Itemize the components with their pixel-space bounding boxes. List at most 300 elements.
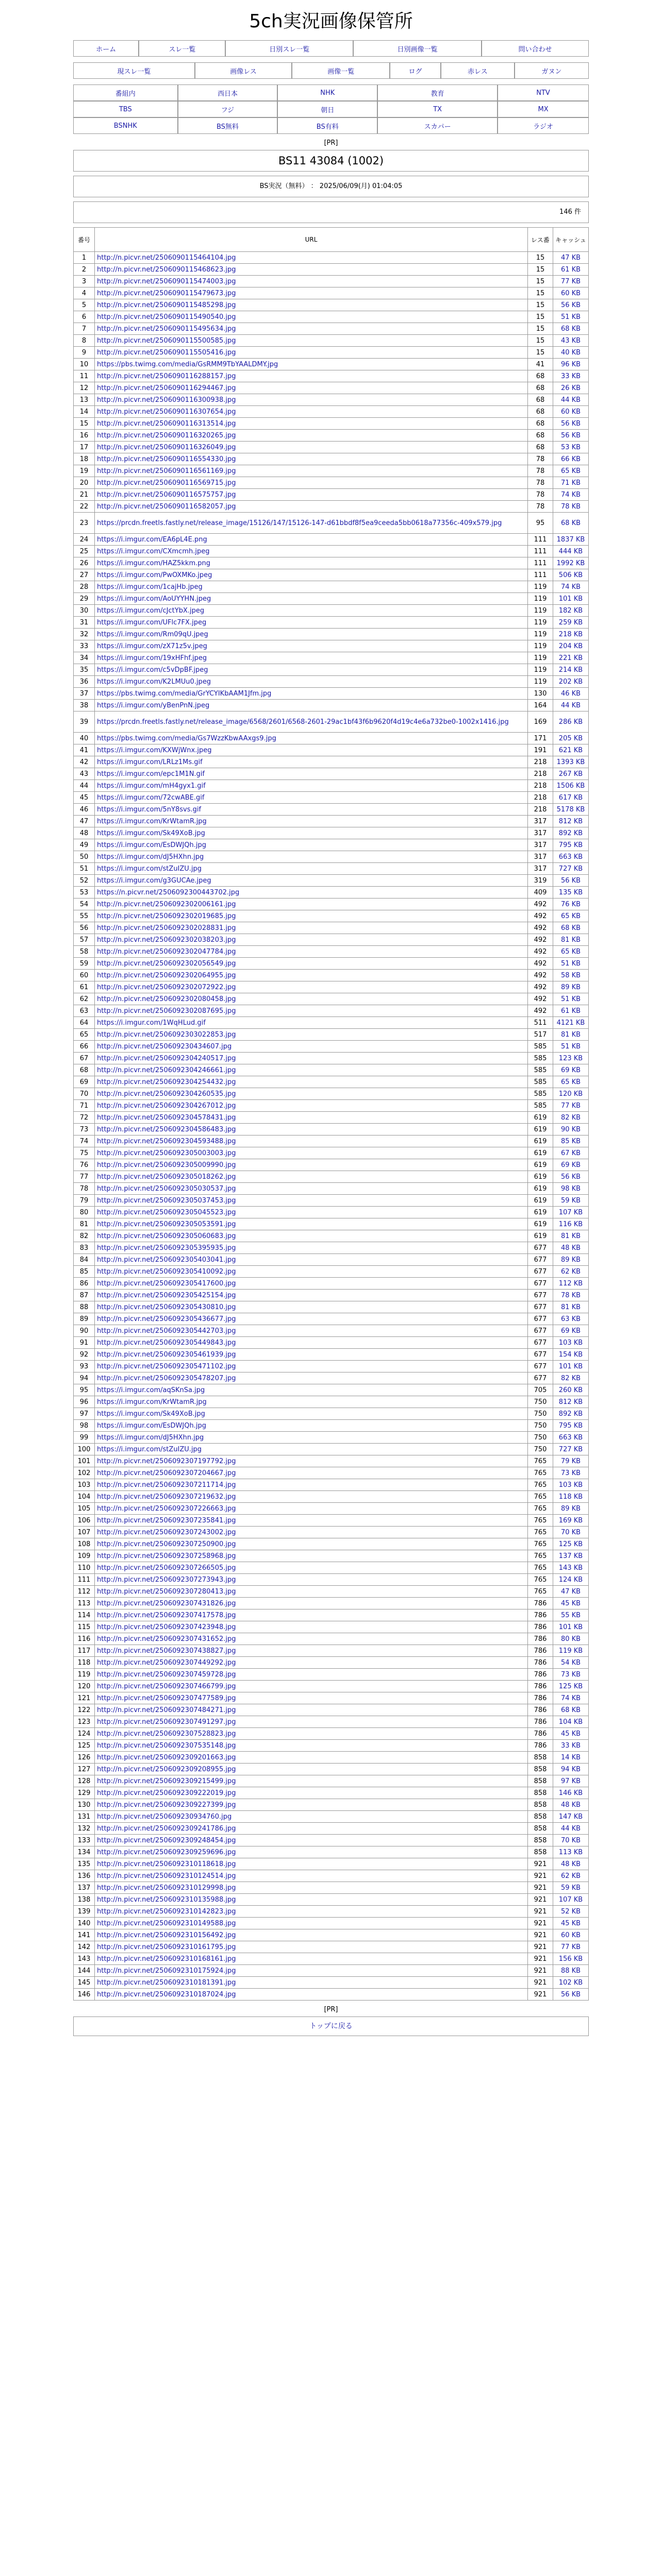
image-url-link[interactable]: http://n.picvr.net/25060923101245​14.jpg [97, 1872, 236, 1880]
image-url-link[interactable]: http://n.picvr.net/25060923101813​91.jpg [97, 1978, 236, 1987]
cache-link[interactable]: 663 KB [558, 1433, 583, 1442]
image-url-link[interactable]: http://n.picvr.net/25060923092596​96.jpg [97, 1848, 236, 1856]
cache-link[interactable]: 63 KB [560, 1315, 581, 1323]
cache-link[interactable]: 56 KB [560, 431, 581, 439]
image-url-link[interactable]: https://i.imgur.com/PwOXMKo.jpeg [97, 571, 212, 579]
image-url-link[interactable]: http://n.picvr.net/25060923101759​24.jpg [97, 1967, 236, 1975]
cache-link[interactable]: 47 KB [560, 1587, 581, 1596]
cache-link[interactable]: 78 KB [560, 502, 581, 511]
cache-link[interactable]: 77 KB [560, 1943, 581, 1951]
image-url-link[interactable]: https://i.imgur.com/dJ5HXhn.jpg [97, 1433, 204, 1442]
cache-link[interactable]: 74 KB [560, 1694, 581, 1702]
cache-link[interactable]: 98 KB [560, 1184, 581, 1193]
cache-link[interactable]: 104 KB [558, 1718, 583, 1726]
cache-link[interactable]: 68 KB [560, 519, 581, 527]
cache-link[interactable]: 52 KB [560, 1907, 581, 1916]
image-url-link[interactable]: http://n.picvr.net/25060923072430​02.jpg [97, 1528, 236, 1536]
cache-link[interactable]: 47 KB [560, 253, 581, 262]
cache-link[interactable]: 118 KB [558, 1493, 583, 1501]
cache-link[interactable]: 73 KB [560, 1469, 581, 1477]
cache-link[interactable]: 68 KB [560, 924, 581, 932]
cache-link[interactable]: 81 KB [560, 936, 581, 944]
image-url-link[interactable]: https://i.imgur.com/g3GUCAe.jpeg [97, 876, 211, 885]
image-url-link[interactable]: http://n.picvr.net/25060923072804​13.jpg [97, 1587, 236, 1596]
cache-link[interactable]: 71 KB [560, 479, 581, 487]
image-url-link[interactable]: https://i.imgur.com/5nY8svs.gif [97, 805, 202, 814]
image-url-link[interactable]: https://pbs.twimg.com/media/Gs7WzzKbwAAxgs9.jpg [97, 734, 276, 742]
nav-main-link[interactable]: 日別画像一覧 [397, 45, 438, 54]
cache-link[interactable]: 60 KB [560, 408, 581, 416]
image-url-link[interactable]: http://n.picvr.net/25060923072266​63.jpg [97, 1504, 236, 1513]
cache-link[interactable]: 26 KB [560, 384, 581, 392]
nav-channel-link[interactable]: NTV [536, 89, 550, 97]
cache-link[interactable]: 123 KB [558, 1054, 583, 1062]
image-url-link[interactable]: http://n.picvr.net/25060923092417​86.jpg [97, 1824, 236, 1833]
cache-link[interactable]: 1992 KB [556, 559, 585, 567]
image-url-link[interactable]: http://n.picvr.net/25060923042605​35.jpg [97, 1090, 236, 1098]
cache-link[interactable]: 94 KB [560, 1765, 581, 1773]
cache-link[interactable]: 59 KB [560, 1884, 581, 1892]
image-url-link[interactable]: http://n.picvr.net/25060923075351​48.jpg [97, 1741, 236, 1750]
image-url-link[interactable]: http://n.picvr.net/25060901154905​40.jpg [97, 313, 236, 321]
cache-link[interactable]: 45 KB [560, 1730, 581, 1738]
image-url-link[interactable]: https://i.imgur.com/aqSKnSa.jpg [97, 1386, 205, 1394]
nav-channel-link[interactable]: BS有料 [316, 123, 339, 131]
image-url-link[interactable]: http://n.picvr.net/25060923101186​18.jpg [97, 1860, 236, 1868]
image-url-link[interactable]: http://n.picvr.net/25060923050374​53.jpg [97, 1196, 236, 1205]
nav-sub-link[interactable]: 赤レス [467, 67, 488, 76]
image-url-link[interactable]: http://n.picvr.net/25060923030228​53.jpg [97, 1030, 236, 1039]
cache-link[interactable]: 101 KB [558, 595, 583, 603]
cache-link[interactable]: 146 KB [558, 1789, 583, 1797]
cache-link[interactable]: 120 KB [558, 1090, 583, 1098]
cache-link[interactable]: 125 KB [558, 1540, 583, 1548]
image-url-link[interactable]: https://prcdn.freetls.fastly.net/release_image/6568/2601/6568-2601-29ac1bf43f6b9620f4d19c4e6a732be0-1002x1416.jpg [97, 718, 509, 726]
image-url-link[interactable]: http://n.picvr.net/25060923020061​61.jpg [97, 900, 236, 908]
cache-link[interactable]: 103 KB [558, 1481, 583, 1489]
image-url-link[interactable]: http://n.picvr.net/25060923042405​17.jpg [97, 1054, 236, 1062]
image-url-link[interactable]: http://n.picvr.net/25060923020565​49.jpg [97, 959, 236, 968]
cache-link[interactable]: 77 KB [560, 277, 581, 285]
cache-link[interactable]: 205 KB [558, 734, 583, 742]
cache-link[interactable]: 125 KB [558, 1682, 583, 1690]
image-url-link[interactable]: http://n.picvr.net/25060923020876​95.jpg [97, 1007, 236, 1015]
cache-link[interactable]: 59 KB [560, 1196, 581, 1205]
image-url-link[interactable]: http://n.picvr.net/25060923092220​19.jpg [97, 1789, 236, 1797]
image-url-link[interactable]: https://i.imgur.com/AoUYYHN.jpeg [97, 595, 211, 603]
image-url-link[interactable]: https://i.imgur.com/KXWjWnx.jpeg [97, 746, 212, 754]
cache-link[interactable]: 89 KB [560, 983, 581, 991]
nav-channel-link[interactable]: NHK [320, 89, 335, 97]
cache-link[interactable]: 60 KB [560, 289, 581, 297]
cache-link[interactable]: 69 KB [560, 1066, 581, 1074]
image-url-link[interactable]: http://n.picvr.net/25060901162881​57.jpg [97, 372, 236, 380]
cache-link[interactable]: 14 KB [560, 1753, 581, 1761]
cache-link[interactable]: 182 KB [558, 606, 583, 615]
cache-link[interactable]: 65 KB [560, 912, 581, 920]
image-url-link[interactable]: https://i.imgur.com/Rm09qU.jpeg [97, 630, 208, 638]
cache-link[interactable]: 48 KB [560, 1801, 581, 1809]
cache-link[interactable]: 812 KB [558, 1398, 583, 1406]
cache-link[interactable]: 62 KB [560, 1267, 581, 1276]
cache-link[interactable]: 56 KB [560, 419, 581, 428]
cache-link[interactable]: 56 KB [560, 301, 581, 309]
image-url-link[interactable]: https://i.imgur.com/Sk49XoB.jpg [97, 829, 205, 837]
image-url-link[interactable]: http://n.picvr.net/25060901165757​57.jpg [97, 490, 236, 499]
image-url-link[interactable]: http://n.picvr.net/25060923074775​89.jpg [97, 1694, 236, 1702]
image-url-link[interactable]: https://i.imgur.com/stZuIZU.jpg [97, 865, 202, 873]
image-url-link[interactable]: http://n.picvr.net/25060923072358​41.jpg [97, 1516, 236, 1524]
cache-link[interactable]: 795 KB [558, 1421, 583, 1430]
cache-link[interactable]: 444 KB [558, 547, 583, 555]
image-url-link[interactable]: http://n.picvr.net/25060923074316​52.jpg [97, 1635, 236, 1643]
cache-link[interactable]: 101 KB [558, 1362, 583, 1370]
image-url-link[interactable]: http://n.picvr.net/25060923042670​12.jpg [97, 1101, 236, 1110]
image-url-link[interactable]: http://n.picvr.net/25060923054498​43.jpg [97, 1338, 236, 1347]
cache-link[interactable]: 33 KB [560, 1741, 581, 1750]
image-url-link[interactable]: http://n.picvr.net/25060923043460​7.jpg [97, 1042, 232, 1050]
nav-sub-link[interactable]: ログ [408, 67, 422, 76]
image-url-link[interactable]: http://n.picvr.net/25060923045864​83.jpg [97, 1125, 236, 1133]
image-url-link[interactable]: http://n.picvr.net/25060923101564​92.jpg [97, 1931, 236, 1939]
image-url-link[interactable]: http://n.picvr.net/25060923020804​58.jpg [97, 995, 236, 1003]
cache-link[interactable]: 617 KB [558, 793, 583, 802]
cache-link[interactable]: 45 KB [560, 1919, 581, 1927]
cache-link[interactable]: 506 KB [558, 571, 583, 579]
cache-link[interactable]: 214 KB [558, 666, 583, 674]
image-url-link[interactable]: http://n.picvr.net/25060923050099​90.jpg [97, 1161, 236, 1169]
cache-link[interactable]: 40 KB [560, 348, 581, 357]
image-url-link[interactable]: https://i.imgur.com/HAZ5kkm.png [97, 559, 210, 567]
image-url-link[interactable]: http://n.picvr.net/25060923074388​27.jpg [97, 1647, 236, 1655]
image-url-link[interactable]: http://n.picvr.net/25060923101681​61.jpg [97, 1955, 236, 1963]
image-url-link[interactable]: http://n.picvr.net/25060923054308​10.jpg [97, 1303, 236, 1311]
cache-link[interactable]: 727 KB [558, 1445, 583, 1453]
image-url-link[interactable]: http://n.picvr.net/25060923074597​28.jpg [97, 1670, 236, 1679]
cache-link[interactable]: 89 KB [560, 1256, 581, 1264]
cache-link[interactable]: 78 KB [560, 1291, 581, 1299]
cache-link[interactable]: 5178 KB [556, 805, 585, 814]
image-url-link[interactable]: http://n.picvr.net/25060923054030​41.jpg [97, 1256, 236, 1264]
image-url-link[interactable]: http://n.picvr.net/25060923101617​95.jpg [97, 1943, 236, 1951]
cache-link[interactable]: 70 KB [560, 1836, 581, 1844]
nav-main-link[interactable]: ホーム [96, 45, 117, 54]
image-url-link[interactable]: https://i.imgur.com/cJctYbX.jpeg [97, 606, 205, 615]
nav-sub-link[interactable]: 現スレ一覧 [117, 67, 151, 76]
cache-link[interactable]: 81 KB [560, 1232, 581, 1240]
image-url-link[interactable]: http://n.picvr.net/25060923054711​02.jpg [97, 1362, 236, 1370]
image-url-link[interactable]: http://n.picvr.net/250609011546410​4.jpg [97, 253, 236, 262]
image-url-link[interactable]: http://n.picvr.net/25060901163009​38.jpg [97, 396, 236, 404]
nav-main-link[interactable]: スレ一覧 [169, 45, 196, 54]
image-url-link[interactable]: http://n.picvr.net/25060901163135​14.jpg [97, 419, 236, 428]
image-url-link[interactable]: https://i.imgur.com/EsDWJQh.jpg [97, 1421, 206, 1430]
image-url-link[interactable]: https://i.imgur.com/EA6pL4E.png [97, 535, 207, 544]
image-url-link[interactable]: https://i.imgur.com/EsDWJQh.jpg [97, 841, 206, 849]
image-url-link[interactable]: http://n.picvr.net/25060901163260​49.jpg [97, 443, 236, 451]
image-url-link[interactable]: http://n.picvr.net/25060923075288​23.jpg [97, 1730, 236, 1738]
cache-link[interactable]: 137 KB [558, 1552, 583, 1560]
cache-link[interactable]: 79 KB [560, 1457, 581, 1465]
image-url-link[interactable]: http://n.picvr.net/25060923050030​03.jpg [97, 1149, 236, 1157]
cache-link[interactable]: 96 KB [560, 360, 581, 368]
cache-link[interactable]: 621 KB [558, 746, 583, 754]
image-url-link[interactable]: http://n.picvr.net/25060923020288​31.jpg [97, 924, 236, 932]
image-url-link[interactable]: http://n.picvr.net/25060923072196​32.jpg [97, 1493, 236, 1501]
cache-link[interactable]: 156 KB [558, 1955, 583, 1963]
cache-link[interactable]: 43 KB [560, 336, 581, 345]
cache-link[interactable]: 61 KB [560, 265, 581, 274]
cache-link[interactable]: 218 KB [558, 630, 583, 638]
image-url-link[interactable]: http://n.picvr.net/25060923054619​39.jpg [97, 1350, 236, 1359]
cache-link[interactable]: 56 KB [560, 876, 581, 885]
cache-link[interactable]: 69 KB [560, 1327, 581, 1335]
cache-link[interactable]: 44 KB [560, 396, 581, 404]
image-url-link[interactable]: https://pbs.twimg.com/media/GsRMM9TbYAALDMY.jpg [97, 360, 278, 368]
cache-link[interactable]: 81 KB [560, 1030, 581, 1039]
cache-link[interactable]: 54 KB [560, 1658, 581, 1667]
cache-link[interactable]: 103 KB [558, 1338, 583, 1347]
image-url-link[interactable]: http://n.picvr.net/25060901165820​57.jpg [97, 502, 236, 511]
cache-link[interactable]: 147 KB [558, 1812, 583, 1821]
cache-link[interactable]: 61 KB [560, 1007, 581, 1015]
image-url-link[interactable]: http://n.picvr.net/25060923054251​54.jpg [97, 1291, 236, 1299]
image-url-link[interactable]: http://n.picvr.net/25060923053959​35.jpg [97, 1244, 236, 1252]
image-url-link[interactable]: http://n.picvr.net/25060901154686​23.jpg [97, 265, 236, 274]
cache-link[interactable]: 44 KB [560, 1824, 581, 1833]
image-url-link[interactable]: http://n.picvr.net/25060923072046​67.jpg [97, 1469, 236, 1477]
cache-link[interactable]: 169 KB [558, 1516, 583, 1524]
nav-channel-link[interactable]: 西日本 [217, 90, 238, 98]
cache-link[interactable]: 70 KB [560, 1528, 581, 1536]
image-url-link[interactable]: http://n.picvr.net/25060923074239​48.jpg [97, 1623, 236, 1631]
cache-link[interactable]: 81 KB [560, 1303, 581, 1311]
image-url-link[interactable]: http://n.picvr.net/25060923072665​05.jpg [97, 1564, 236, 1572]
cache-link[interactable]: 56 KB [560, 1173, 581, 1181]
image-url-link[interactable]: http://n.picvr.net/25060923050606​83.jpg [97, 1232, 236, 1240]
image-url-link[interactable]: http://n.picvr.net/25060901155054​16.jpg [97, 348, 236, 357]
image-url-link[interactable]: http://n.picvr.net/25060923045934​88.jpg [97, 1137, 236, 1145]
cache-link[interactable]: 82 KB [560, 1374, 581, 1382]
image-url-link[interactable]: https://i.imgur.com/UFlc7FX.jpeg [97, 618, 207, 626]
image-url-link[interactable]: http://n.picvr.net/25060923093476​0.jpg [97, 1812, 232, 1821]
cache-link[interactable]: 51 KB [560, 1042, 581, 1050]
image-url-link[interactable]: http://n.picvr.net/25060923050305​37.jpg [97, 1184, 236, 1193]
cache-link[interactable]: 89 KB [560, 1504, 581, 1513]
image-url-link[interactable]: http://n.picvr.net/25060923042466​61.jpg [97, 1066, 236, 1074]
cache-link[interactable]: 67 KB [560, 1149, 581, 1157]
image-url-link[interactable]: http://n.picvr.net/25060923101428​23.jpg [97, 1907, 236, 1916]
cache-link[interactable]: 154 KB [558, 1350, 583, 1359]
image-url-link[interactable]: https://i.imgur.com/1cajHb.jpeg [97, 583, 203, 591]
cache-link[interactable]: 112 KB [558, 1279, 583, 1287]
cache-link[interactable]: 51 KB [560, 959, 581, 968]
image-url-link[interactable]: http://n.picvr.net/25060923054100​92.jpg [97, 1267, 236, 1276]
image-url-link[interactable]: http://n.picvr.net/25060923101359​88.jpg [97, 1895, 236, 1904]
cache-link[interactable]: 107 KB [558, 1895, 583, 1904]
nav-channel-link[interactable]: スカパー [424, 123, 451, 131]
cache-link[interactable]: 66 KB [560, 455, 581, 463]
image-url-link[interactable]: http://n.picvr.net/25060923050455​23.jpg [97, 1208, 236, 1216]
cache-link[interactable]: 68 KB [560, 1706, 581, 1714]
image-url-link[interactable]: http://n.picvr.net/25060923101870​24.jpg [97, 1990, 236, 1998]
cache-link[interactable]: 82 KB [560, 1113, 581, 1122]
image-url-link[interactable]: https://i.imgur.com/19xHFhf.jpeg [97, 654, 207, 662]
cache-link[interactable]: 55 KB [560, 1611, 581, 1619]
image-url-link[interactable]: http://n.picvr.net/25060923020729​22.jpg [97, 983, 236, 991]
image-url-link[interactable]: https://i.imgur.com/KrWtamR.jpg [97, 1398, 207, 1406]
cache-link[interactable]: 124 KB [558, 1575, 583, 1584]
cache-link[interactable]: 45 KB [560, 1599, 581, 1607]
cache-link[interactable]: 1506 KB [556, 782, 585, 790]
image-url-link[interactable]: http://n.picvr.net/25060901155005​85.jpg [97, 336, 236, 345]
cache-link[interactable]: 74 KB [560, 490, 581, 499]
cache-link[interactable]: 97 KB [560, 1777, 581, 1785]
image-url-link[interactable]: http://n.picvr.net/25060923101495​88.jpg [97, 1919, 236, 1927]
cache-link[interactable]: 204 KB [558, 642, 583, 650]
image-url-link[interactable]: http://n.picvr.net/25060901165543​30.jpg [97, 455, 236, 463]
image-url-link[interactable]: https://i.imgur.com/dJ5HXhn.jpg [97, 853, 204, 861]
cache-link[interactable]: 90 KB [560, 1125, 581, 1133]
cache-link[interactable]: 85 KB [560, 1137, 581, 1145]
nav-channel-link[interactable]: TX [433, 105, 442, 113]
image-url-link[interactable]: http://n.picvr.net/25060923074912​97.jpg [97, 1718, 236, 1726]
image-url-link[interactable]: http://n.picvr.net/25060923020196​85.jpg [97, 912, 236, 920]
cache-link[interactable]: 68 KB [560, 325, 581, 333]
cache-link[interactable]: 69 KB [560, 1161, 581, 1169]
image-url-link[interactable]: http://n.picvr.net/25060923072509​00.jpg [97, 1540, 236, 1548]
cache-link[interactable]: 1393 KB [556, 758, 585, 766]
image-url-link[interactable]: http://n.picvr.net/25060923020649​55.jpg [97, 971, 236, 979]
image-url-link[interactable]: http://n.picvr.net/25060923020477​84.jpg [97, 947, 236, 956]
image-url-link[interactable]: http://n.picvr.net/25060901165697​15.jpg [97, 479, 236, 487]
cache-link[interactable]: 812 KB [558, 817, 583, 825]
image-url-link[interactable]: http://n.picvr.net/25060923092016​63.jpg [97, 1753, 236, 1761]
image-url-link[interactable]: http://n.picvr.net/25060901154852​98.jpg [97, 301, 236, 309]
image-url-link[interactable]: http://n.picvr.net/25060923074175​78.jpg [97, 1611, 236, 1619]
image-url-link[interactable]: http://n.picvr.net/25060923072117​14.jpg [97, 1481, 236, 1489]
cache-link[interactable]: 113 KB [558, 1848, 583, 1856]
nav-channel-link[interactable]: BS無料 [216, 123, 239, 131]
image-url-link[interactable]: https://pbs.twimg.com/media/GrYCYIKbAAM1Jfm.jpg [97, 689, 272, 698]
cache-link[interactable]: 46 KB [560, 689, 581, 698]
image-url-link[interactable]: http://n.picvr.net/25060923050182​62.jpg [97, 1173, 236, 1181]
image-url-link[interactable]: http://n.picvr.net/25060923092089​55.jpg [97, 1765, 236, 1773]
cache-link[interactable]: 51 KB [560, 313, 581, 321]
image-url-link[interactable]: http://n.picvr.net/25060923074842​71.jpg [97, 1706, 236, 1714]
site-title[interactable]: 5ch実況画像保管所 [249, 11, 413, 32]
cache-link[interactable]: 102 KB [558, 1978, 583, 1987]
image-url-link[interactable]: http://n.picvr.net/25060923071977​92.jpg [97, 1457, 236, 1465]
image-url-link[interactable]: http://n.picvr.net/25060923092273​99.jpg [97, 1801, 236, 1809]
cache-link[interactable]: 48 KB [560, 1244, 581, 1252]
cache-link[interactable]: 65 KB [560, 467, 581, 475]
image-url-link[interactable]: http://n.picvr.net/25060901154796​73.jpg [97, 289, 236, 297]
cache-link[interactable]: 135 KB [558, 888, 583, 896]
nav-channel-link[interactable]: 番組内 [115, 90, 136, 98]
cache-link[interactable]: 58 KB [560, 971, 581, 979]
image-url-link[interactable]: https://i.imgur.com/epc1M1N.gif [97, 770, 205, 778]
image-url-link[interactable]: https://i.imgur.com/K2LMUu0.jpeg [97, 677, 211, 686]
image-url-link[interactable]: http://n.picvr.net/25060901154956​34.jpg [97, 325, 236, 333]
image-url-link[interactable]: https://i.imgur.com/CXmcmh.jpeg [97, 547, 210, 555]
cache-link[interactable]: 892 KB [558, 829, 583, 837]
cache-link[interactable]: 33 KB [560, 372, 581, 380]
nav-sub-link[interactable]: ガヌン [541, 67, 562, 76]
image-url-link[interactable]: https://i.imgur.com/KrWtamR.jpg [97, 817, 207, 825]
cache-link[interactable]: 727 KB [558, 865, 583, 873]
nav-main-link[interactable]: 問い合わせ [518, 45, 552, 54]
image-url-link[interactable]: http://n.picvr.net/25060923042544​32.jpg [97, 1078, 236, 1086]
cache-link[interactable]: 202 KB [558, 677, 583, 686]
nav-main-link[interactable]: 日別スレ一覧 [269, 45, 310, 54]
back-to-top-link[interactable]: トップに戻る [309, 2022, 353, 2030]
image-url-link[interactable]: https://i.imgur.com/mH4gyx1.gif [97, 782, 206, 790]
cache-link[interactable]: 88 KB [560, 1967, 581, 1975]
image-url-link[interactable]: http://n.picvr.net/25060923020382​03.jpg [97, 936, 236, 944]
nav-channel-link[interactable]: フジ [221, 106, 235, 114]
cache-link[interactable]: 143 KB [558, 1564, 583, 1572]
cache-link[interactable]: 116 KB [558, 1220, 583, 1228]
image-url-link[interactable]: https://i.imgur.com/stZuIZU.jpg [97, 1445, 202, 1453]
cache-link[interactable]: 4121 KB [556, 1019, 585, 1027]
image-url-link[interactable]: http://n.picvr.net/25060901163202​65.jpg [97, 431, 236, 439]
image-url-link[interactable]: http://n.picvr.net/25060923101299​98.jpg [97, 1884, 236, 1892]
image-url-link[interactable]: https://i.imgur.com/1WqHLud.gif [97, 1019, 206, 1027]
image-url-link[interactable]: http://n.picvr.net/25060923074667​99.jpg [97, 1682, 236, 1690]
cache-link[interactable]: 74 KB [560, 583, 581, 591]
cache-link[interactable]: 795 KB [558, 841, 583, 849]
image-url-link[interactable]: http://n.picvr.net/25060923045784​31.jpg [97, 1113, 236, 1122]
cache-link[interactable]: 267 KB [558, 770, 583, 778]
cache-link[interactable]: 107 KB [558, 1208, 583, 1216]
image-url-link[interactable]: http://n.picvr.net/25060923054782​07.jpg [97, 1374, 236, 1382]
cache-link[interactable]: 221 KB [558, 654, 583, 662]
image-url-link[interactable]: http://n.picvr.net/25060901162944​67.jpg [97, 384, 236, 392]
cache-link[interactable]: 60 KB [560, 1931, 581, 1939]
cache-link[interactable]: 77 KB [560, 1101, 581, 1110]
image-url-link[interactable]: http://n.picvr.net/25060923054176​00.jpg [97, 1279, 236, 1287]
image-url-link[interactable]: https://i.imgur.com/zX71z5v.jpeg [97, 642, 207, 650]
image-url-link[interactable]: http://n.picvr.net/25060923054427​03.jpg [97, 1327, 236, 1335]
nav-channel-link[interactable]: 朝日 [321, 106, 335, 114]
cache-link[interactable]: 259 KB [558, 618, 583, 626]
cache-link[interactable]: 260 KB [558, 1386, 583, 1394]
nav-channel-link[interactable]: 教育 [431, 90, 444, 98]
nav-channel-link[interactable]: TBS [119, 105, 132, 113]
cache-link[interactable]: 51 KB [560, 995, 581, 1003]
cache-link[interactable]: 48 KB [560, 1860, 581, 1868]
image-url-link[interactable]: http://n.picvr.net/25060923072739​43.jpg [97, 1575, 236, 1584]
cache-link[interactable]: 80 KB [560, 1635, 581, 1643]
image-url-link[interactable]: http://n.picvr.net/25060923050535​91.jpg [97, 1220, 236, 1228]
image-url-link[interactable]: http://n.picvr.net/25060923092154​99.jpg [97, 1777, 236, 1785]
image-url-link[interactable]: http://n.picvr.net/25060923092484​54.jpg [97, 1836, 236, 1844]
nav-channel-link[interactable]: BSNHK [113, 122, 137, 130]
image-url-link[interactable]: http://n.picvr.net/25060923072589​68.jpg [97, 1552, 236, 1560]
image-url-link[interactable]: http://n.picvr.net/25060901163076​54.jpg [97, 408, 236, 416]
image-url-link[interactable]: https://i.imgur.com/yBenPnN.jpeg [97, 701, 210, 709]
cache-link[interactable]: 73 KB [560, 1670, 581, 1679]
image-url-link[interactable]: https://i.imgur.com/c5vDpBF.jpeg [97, 666, 208, 674]
nav-channel-link[interactable]: MX [538, 105, 549, 113]
cache-link[interactable]: 76 KB [560, 900, 581, 908]
cache-link[interactable]: 53 KB [560, 443, 581, 451]
image-url-link[interactable]: http://n.picvr.net/25060901154740​03.jpg [97, 277, 236, 285]
cache-link[interactable]: 62 KB [560, 1872, 581, 1880]
nav-channel-link[interactable]: ラジオ [533, 123, 554, 131]
image-url-link[interactable]: http://n.picvr.net/25060901165611​69.jpg [97, 467, 236, 475]
